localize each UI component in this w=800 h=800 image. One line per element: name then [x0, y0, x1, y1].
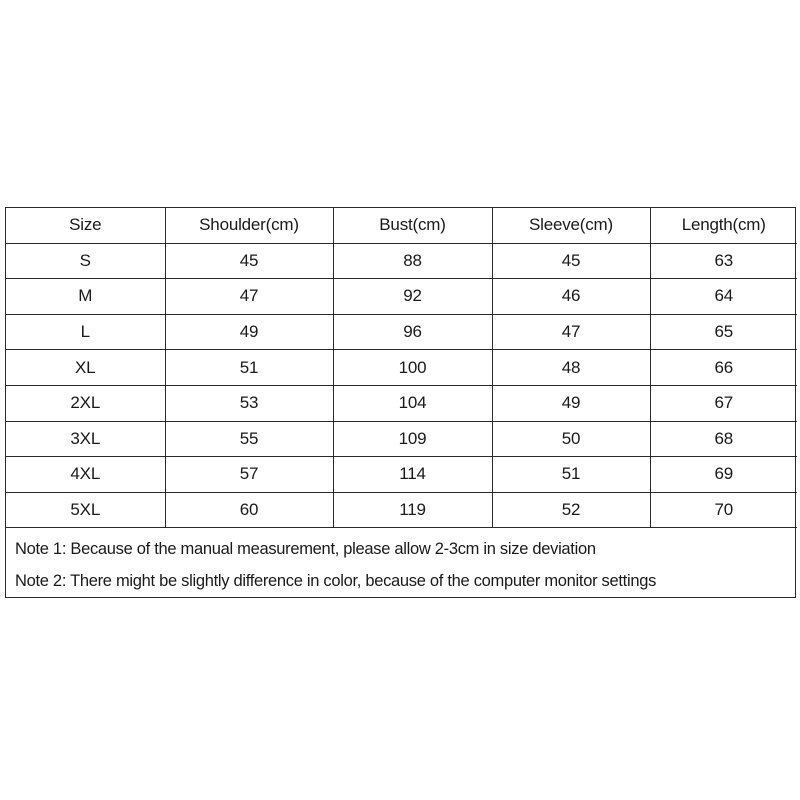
note-2: Note 2: There might be slightly difference in color, because of the computer monitor settings — [15, 572, 657, 591]
cell-bust: 92 — [333, 279, 492, 315]
cell-sleeve: 48 — [492, 350, 650, 386]
header-bust: Bust(cm) — [333, 208, 492, 243]
header-size: Size — [6, 208, 165, 243]
cell-shoulder: 51 — [165, 350, 333, 386]
cell-size: S — [6, 243, 165, 279]
cell-length: 70 — [650, 492, 797, 528]
cell-sleeve: 50 — [492, 421, 650, 457]
cell-bust: 114 — [333, 457, 492, 493]
cell-sleeve: 52 — [492, 492, 650, 528]
cell-size: 2XL — [6, 385, 165, 421]
cell-size: 4XL — [6, 457, 165, 493]
table-row — [6, 279, 797, 315]
cell-size: 3XL — [6, 421, 165, 457]
table-row — [6, 350, 797, 386]
cell-shoulder: 57 — [165, 457, 333, 493]
table-row — [6, 421, 797, 457]
cell-bust: 88 — [333, 243, 492, 279]
cell-size: L — [6, 314, 165, 350]
table-row — [6, 457, 797, 493]
cell-bust: 100 — [333, 350, 492, 386]
cell-size: XL — [6, 350, 165, 386]
cell-length: 66 — [650, 350, 797, 386]
table-row — [6, 314, 797, 350]
size-chart — [5, 207, 796, 598]
cell-shoulder: 47 — [165, 279, 333, 315]
cell-sleeve: 47 — [492, 314, 650, 350]
cell-shoulder: 45 — [165, 243, 333, 279]
cell-sleeve: 45 — [492, 243, 650, 279]
note-1: Note 1: Because of the manual measurement, please allow 2-3cm in size deviation — [15, 540, 596, 559]
cell-bust: 109 — [333, 421, 492, 457]
cell-length: 63 — [650, 243, 797, 279]
cell-bust: 119 — [333, 492, 492, 528]
table-header-row — [6, 208, 797, 243]
cell-bust: 104 — [333, 385, 492, 421]
cell-size: M — [6, 279, 165, 315]
cell-shoulder: 53 — [165, 385, 333, 421]
cell-length: 64 — [650, 279, 797, 315]
table-row — [6, 385, 797, 421]
cell-length: 69 — [650, 457, 797, 493]
cell-size: 5XL — [6, 492, 165, 528]
cell-shoulder: 60 — [165, 492, 333, 528]
cell-shoulder: 49 — [165, 314, 333, 350]
cell-length: 65 — [650, 314, 797, 350]
header-shoulder: Shoulder(cm) — [165, 208, 333, 243]
cell-length: 68 — [650, 421, 797, 457]
cell-sleeve: 49 — [492, 385, 650, 421]
cell-sleeve: 46 — [492, 279, 650, 315]
cell-length: 67 — [650, 385, 797, 421]
table-row — [6, 492, 797, 528]
header-sleeve: Sleeve(cm) — [492, 208, 650, 243]
size-table — [6, 208, 797, 528]
notes-section — [6, 528, 795, 598]
cell-bust: 96 — [333, 314, 492, 350]
table-row — [6, 243, 797, 279]
header-length: Length(cm) — [650, 208, 797, 243]
cell-shoulder: 55 — [165, 421, 333, 457]
cell-sleeve: 51 — [492, 457, 650, 493]
